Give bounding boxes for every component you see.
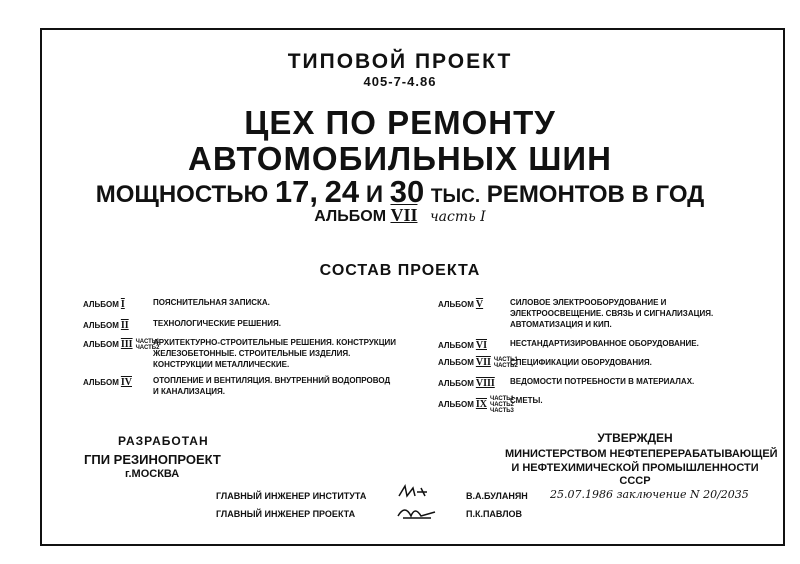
signature-buulanyan — [395, 482, 435, 502]
capacity-prefix: МОЩНОСТЬЮ — [95, 181, 269, 208]
approved-line2: И НЕФТЕХИМИЧЕСКОЙ ПРОМЫШЛЕННОСТИ — [511, 462, 759, 474]
approval-note: 25.07.1986 заключение N 20/2035 — [550, 488, 749, 501]
capacity-24: 24 — [324, 174, 360, 209]
capacity-30: 30 — [389, 174, 425, 209]
capacity-and: И — [365, 181, 384, 208]
right-album-6-text: НЕСТАНДАРТИЗИРОВАННОЕ ОБОРУДОВАНИЕ. — [510, 339, 699, 348]
left-album-4-text: ОТОПЛЕНИЕ И ВЕНТИЛЯЦИЯ. ВНУТРЕННИЙ ВОДОПРОВОД И КАНАЛИЗАЦИЯ. — [153, 376, 391, 396]
project-type-title: ТИПОВОЙ ПРОЕКТ — [287, 50, 513, 73]
right-album-6-label: АЛЬБОМ VI — [438, 340, 487, 351]
left-album-1-text: ПОЯСНИТЕЛЬНАЯ ЗАПИСКА. — [153, 298, 270, 307]
project-name-line2: АВТОМОБИЛЬНЫХ ШИН — [188, 140, 612, 177]
developed-city: г.МОСКВА — [125, 468, 180, 480]
left-album-2-text: ТЕХНОЛОГИЧЕСКИЕ РЕШЕНИЯ. — [153, 319, 281, 328]
approved-line3: СССР — [619, 475, 651, 487]
album-part: часть I — [429, 209, 486, 225]
contents-heading: СОСТАВ ПРОЕКТА — [319, 262, 481, 279]
right-album-8-text: ВЕДОМОСТИ ПОТРЕБНОСТИ В МАТЕРИАЛАХ. — [510, 377, 695, 386]
capacity-thousand: ТЫС. — [430, 186, 481, 207]
left-album-1-label: АЛЬБОМ I — [83, 299, 125, 310]
right-album-5-text: СИЛОВОЕ ЭЛЕКТРООБОРУДОВАНИЕ И ЭЛЕКТРООСВЕЩЕНИЕ. СВЯЗЬ И СИГНАЛИЗАЦИЯ. АВТОМАТИЗАЦИЯ И КИП. — [510, 298, 714, 329]
right-album-7-label: АЛЬБОМ VII ЧАСТЬ1 ЧАСТЬ2 — [438, 357, 518, 369]
left-album-3-label: АЛЬБОМ III ЧАСТЬ1 ЧАСТЬ2 — [83, 339, 160, 351]
capacity-17: 17, — [274, 174, 318, 209]
right-album-8-label: АЛЬБОМ VIII — [438, 378, 495, 389]
project-name-line1: ЦЕХ ПО РЕМОНТУ — [244, 104, 556, 141]
left-album-2-label: АЛЬБОМ II — [83, 320, 129, 331]
approved-line1: МИНИСТЕРСТВОМ НЕФТЕПЕРЕРАБАТЫВАЮЩЕЙ — [505, 448, 778, 460]
right-album-7-text: СПЕЦИФИКАЦИИ ОБОРУДОВАНИЯ. — [510, 358, 652, 367]
approved-label: УТВЕРЖДЕН — [597, 431, 673, 445]
right-album-9-label: АЛЬБОМ IXЧАСТЬ1 ЧАСТЬ2 ЧАСТЬ3 — [438, 396, 514, 414]
developed-org: ГПИ РЕЗИНОПРОЕКТ — [84, 452, 221, 467]
album-line — [0, 205, 800, 226]
right-album-9-text: СМЕТЫ. — [510, 396, 543, 405]
album-label: АЛЬБОМ — [314, 208, 387, 225]
album-number: VII — [390, 205, 418, 225]
chief-engineer-institute-role: ГЛАВНЫЙ ИНЖЕНЕР ИНСТИТУТА — [216, 491, 367, 501]
right-album-5-label: АЛЬБОМ V — [438, 299, 484, 310]
project-number: 405-7-4.86 — [363, 74, 437, 89]
capacity-suffix: РЕМОНТОВ В ГОД — [486, 181, 705, 208]
left-album-3-text: АРХИТЕКТУРНО-СТРОИТЕЛЬНЫЕ РЕШЕНИЯ. КОНСТРУКЦИИ ЖЕЛЕЗОБЕТОННЫЕ. СТРОИТЕЛЬНЫЕ ИЗДЕЛИЯ. КОНСТРУКЦИИ МЕТАЛЛИЧЕСКИЕ. — [153, 338, 397, 369]
left-album-4-label: АЛЬБОМ IV — [83, 377, 132, 388]
chief-engineer-project-role: ГЛАВНЫЙ ИНЖЕНЕР ПРОЕКТА — [216, 509, 356, 519]
chief-engineer-institute-name: В.А.БУЛАНЯН — [466, 491, 528, 501]
developed-label: РАЗРАБОТАН — [118, 434, 209, 448]
chief-engineer-project-name: П.К.ПАВЛОВ — [466, 509, 523, 519]
signature-pavlov — [395, 500, 440, 522]
